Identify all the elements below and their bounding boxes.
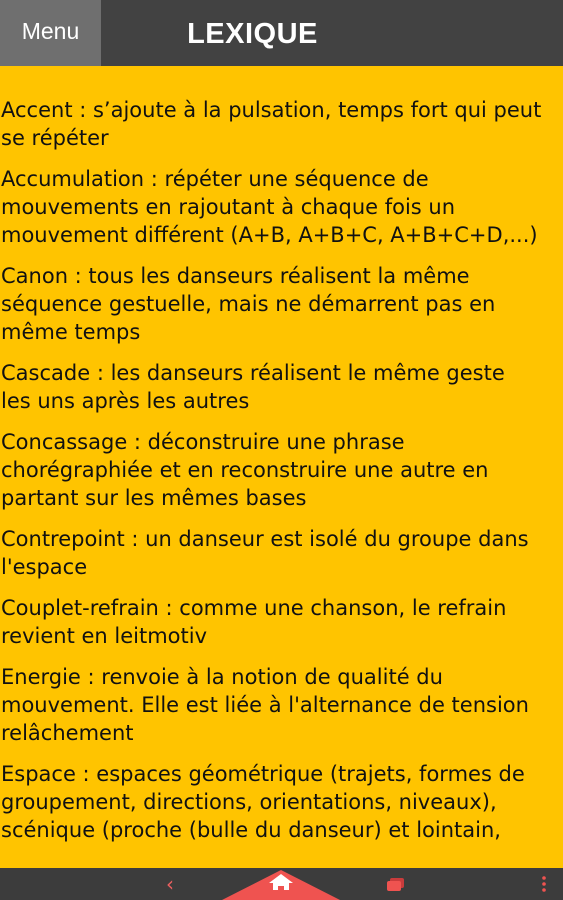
entry-line: Couplet-refrain : comme une chanson, le refrain [1,596,507,620]
lexicon-entry-contrepoint [1,525,563,581]
lexicon-entry-energie [1,663,563,747]
entry-line: l'espace [1,555,88,579]
home-icon[interactable] [222,868,340,900]
entry-line: scénique (proche (bulle du danseur) et lointain, [1,818,501,842]
lexicon-entry-accent [1,96,563,152]
entry-line: Accumulation : répéter une séquence de [1,167,429,191]
entry-line: se répéter [1,126,109,150]
entry-line: Canon : tous les danseurs réalisent la même [1,264,470,288]
entry-line: chorégraphiée et en reconstruire une autre en [1,458,489,482]
lexicon-entry-accumulation [1,165,563,249]
entry-line: Concassage : déconstruire une phrase [1,430,405,454]
entry-line: séquence gestuelle, mais ne démarrent pas en [1,292,496,316]
entry-line: groupement, directions, orientations, niveaux), [1,790,497,814]
entry-line: revient en leitmotiv [1,624,208,648]
entry-line: mouvement. Elle est liée à l'alternance de tension [1,693,529,717]
entry-line: Cascade : les danseurs réalisent le même geste [1,361,505,385]
lexicon-entry-concassage [1,428,563,512]
entry-line: Espace : espaces géométrique (trajets, formes de [1,762,525,786]
menu-button[interactable]: Menu [0,0,101,66]
entry-line: Accent : s’ajoute à la pulsation, temps fort qui peut [1,98,542,122]
lexicon-entry-cascade [1,359,563,415]
navigation-bar [0,868,563,900]
recent-apps-icon[interactable] [384,876,408,892]
page-title: LEXIQUE [187,18,318,50]
entry-line: Energie : renvoie à la notion de qualité du [1,665,443,689]
entry-line: partant sur les mêmes bases [1,486,307,510]
lexicon-entry-canon [1,262,563,346]
lexicon-entry-couplet-refrain [1,594,563,650]
back-chevron-icon[interactable]: ‹ [166,872,174,896]
lexicon-entry-espace [1,760,563,844]
lexicon-list[interactable] [0,66,563,868]
entry-line: même temps [1,320,141,344]
entry-line: relâchement [1,721,134,745]
entry-line: mouvement différent (A+B, A+B+C, A+B+C+D,...) [1,223,538,247]
entry-line: les uns après les autres [1,389,250,413]
overflow-menu-icon[interactable] [536,868,552,900]
top-app-bar [0,0,563,66]
entry-line: Contrepoint : un danseur est isolé du groupe dans [1,527,529,551]
entry-line: mouvements en rajoutant à chaque fois un [1,195,456,219]
